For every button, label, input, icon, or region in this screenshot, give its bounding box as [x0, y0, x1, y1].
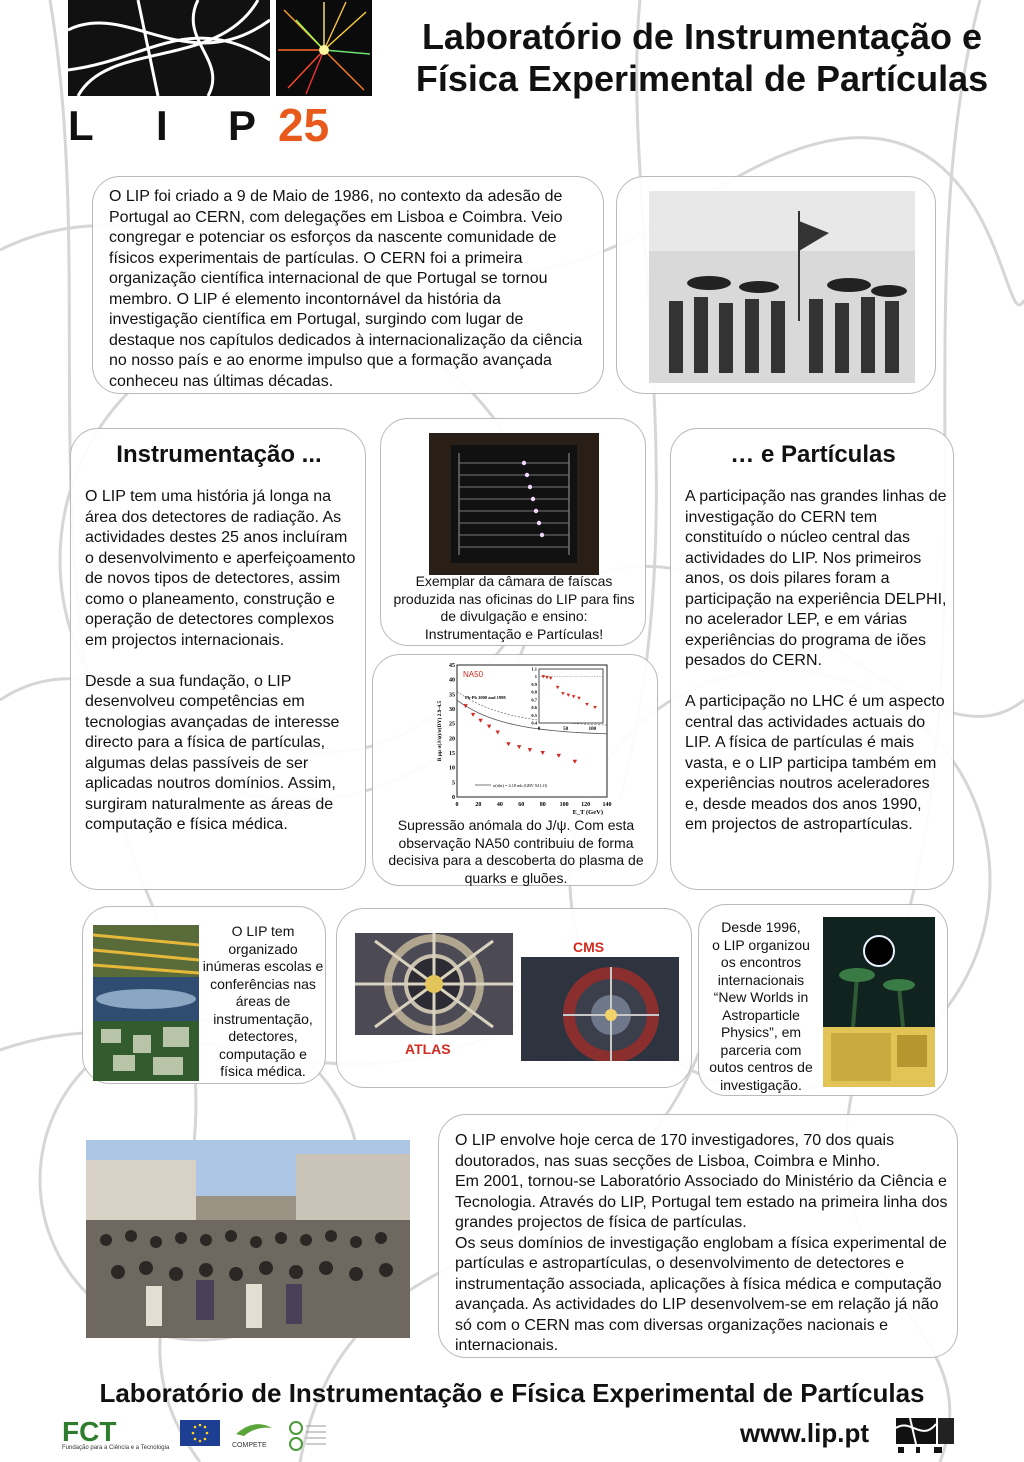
group-photo: [86, 1140, 410, 1338]
x-tick-label: 80: [539, 802, 546, 808]
na50-caption: Supressão anómala do J/ψ. Com esta observação NA50 contribuiu de forma decisiva para a descoberta do plasma de quarks e gluões.: [388, 817, 644, 886]
atlas-photo: [355, 933, 513, 1035]
x-tick-label: 100: [559, 802, 569, 808]
inset-y-tick-label: 1: [534, 674, 537, 680]
fct-logo-text: FCT: [62, 1416, 117, 1447]
inset-y-tick-label: 1.1: [531, 666, 537, 672]
atlas-label: ATLAS: [405, 1041, 451, 1057]
page-title-line2: Física Experimental de Partículas: [415, 58, 989, 99]
spark-chamber-photo: [429, 433, 599, 575]
cms-label: CMS: [573, 939, 605, 955]
schools-text: O LIP tem organizado inúmeras escolas e conferências nas áreas de instrumentação, detectores, computação e física médica.: [202, 923, 324, 1079]
chart-title: NA50: [463, 670, 484, 679]
lhc-box: [336, 908, 692, 1088]
inset-y-tick-label: 0.4: [531, 720, 537, 726]
inset-y-tick-label: 0.8: [531, 689, 537, 695]
schools-collage: [93, 925, 199, 1081]
chart-legend-label: Pb-Pb 2000 and 1998: [465, 695, 506, 700]
inset-x-tick-label: 50: [563, 727, 569, 732]
footer-url[interactable]: www.lip.pt: [740, 1418, 870, 1448]
y-tick-label: 5: [452, 780, 455, 787]
logo-letter-p: P: [228, 102, 257, 149]
logo-mosaic: [68, 0, 270, 96]
instrumentacao-text: O LIP tem uma história já longa na área dos detectores de radiação. As actividades destes 25 anos incluíram o desenvolvimento e aperfeiçoamento de novos tipos de detectores, assim como o planeamento, construção e operação de detectores complexos em projectos internacionais. Desde a sua fundação, o LIP desenvolveu competências em tecnologias avançadas de interesse directo para a física de partículas, algumas delas passíveis de ser aplicadas noutros domínios. Assim, surgiram naturalmente as áreas de computação e física médica.: [85, 488, 356, 833]
y-axis-label: B μμ σ(J/ψ)/σ(DY) 2.9-4.5: [437, 700, 443, 762]
y-tick-label: 40: [449, 677, 455, 684]
compete-logo: [232, 1420, 276, 1454]
cms-photo: [521, 957, 679, 1061]
y-tick-label: 0: [452, 795, 455, 801]
spark-chamber-caption: Exemplar da câmara de faíscas produzida nas oficinas do LIP para fins de divulgação e ensino: Instrumentação e Partículas!: [393, 573, 635, 642]
y-tick-label: 20: [449, 736, 455, 743]
schools-box: [82, 906, 326, 1084]
curve-legend-label: σ(abs) = 4.18 mb (GRV 94 LO): [493, 783, 548, 788]
logo-letter-l: L: [68, 102, 94, 149]
particulas-text: A participação nas grandes linhas de investigação do CERN tem constituído o núcleo central das actividades do LIP. Nos primeiros anos, os dois pilares foram a participação na experiência DELPHI, no acelerador LEP, e em várias experiências do programa de iões pesados do CERN. A participação no LHC é um aspecto central das actividades actuais do LIP. A física de partículas é mais vasta, e o LIP participa também em experiências noutros aceleradores e, desde meados dos anos 1990, em projectos de astropartículas.: [685, 488, 947, 833]
today-box: [438, 1114, 958, 1358]
inset-x-tick-label: 0: [537, 727, 541, 732]
page-title-line1: Laboratório de Instrumentação e: [421, 16, 983, 57]
inset-y-tick-label: 0.9: [531, 681, 537, 687]
x-tick-label: 140: [602, 802, 612, 808]
particulas-box: [670, 428, 954, 890]
y-tick-label: 25: [449, 721, 455, 728]
x-tick-label: 60: [518, 802, 525, 808]
instrumentacao-title: Instrumentação ...: [116, 441, 322, 468]
y-tick-label: 10: [449, 765, 455, 772]
inset-y-tick-label: 0.6: [531, 705, 537, 711]
y-tick-label: 45: [449, 663, 455, 669]
na50-chart: [435, 659, 615, 815]
spark-chamber-box: [380, 418, 646, 646]
lip25-logo: [68, 0, 378, 151]
x-tick-label: 0: [455, 802, 459, 808]
na50-box: [372, 654, 658, 886]
footer-lip-logo: [896, 1418, 954, 1454]
fct-logo: [62, 1416, 174, 1456]
newworlds-text: Desde 1996, o LIP organizou os encontros internacionais “New Worlds in Astroparticle Physics”, em parceria com outos centros de investigação.: [709, 919, 813, 1093]
particulas-title: … e Partículas: [730, 441, 896, 468]
x-tick-label: 20: [475, 802, 482, 808]
inset-plot-area: [539, 669, 603, 723]
logo-number: 25: [278, 99, 330, 151]
y-tick-label: 15: [449, 751, 455, 757]
intro-box: [92, 176, 604, 394]
historic-photo-box: [616, 176, 936, 394]
logo-letters: [68, 99, 378, 151]
intro-text: O LIP foi criado a 9 de Maio de 1986, no contexto da adesão de Portugal ao CERN, com delegações em Lisboa e Coimbra. Veio congregar e potenciar os esforços da nascente comunidade de físicos experimentais de partículas. O CERN foi a primeira organização científica internacional de que Portugal se tornou membro. O LIP é elemento incontornável da história da investigação científica em Portugal, surgindo com lugar de destaque nos capítulos dedicados à internacionalização da ciência no nosso país e ao enorme impulso que a formação avançada conheceu nas últimas décadas.: [109, 188, 583, 390]
inset-y-tick-label: 0.5: [531, 712, 537, 718]
x-tick-label: 120: [581, 802, 591, 808]
logo-letter-i: I: [156, 102, 168, 149]
historic-photo: [649, 191, 915, 383]
newworlds-poster: [823, 917, 935, 1087]
instrumentacao-box: [70, 428, 366, 890]
y-tick-label: 35: [449, 692, 455, 699]
x-axis-label: E_T (GeV): [572, 809, 603, 815]
compete-logo-text: COMPETE: [232, 1442, 267, 1449]
footer-title: Laboratório de Instrumentação e Física Experimental de Partículas: [99, 1378, 925, 1408]
y-tick-label: 30: [449, 707, 455, 713]
x-tick-label: 40: [496, 802, 503, 808]
inset-x-tick-label: 100: [588, 727, 597, 732]
qren-logo: [288, 1420, 328, 1456]
page-title: [380, 16, 1024, 100]
logo-event-display: [276, 0, 372, 96]
newworlds-box: [698, 904, 948, 1096]
inset-y-tick-label: 0.7: [531, 697, 537, 703]
fct-logo-subtext: Fundação para a Ciência e a Tecnologia: [62, 1445, 170, 1451]
eu-flag-logo: [180, 1420, 220, 1446]
today-text: O LIP envolve hoje cerca de 170 investigadores, 70 dos quais doutorados, nas suas secções de Lisboa, Coimbra e Minho. Em 2001, tornou-se Laboratório Associado do Ministério da Ciência e Tecnologia. Através do LIP, Portugal tem estado na primeira linha dos grandes projectos de física de partículas. Os seus domínios de investigação englobam a física experimental de partículas e astropartículas, o desenvolvimento de detectores e instrumentação associada, aplicações à física médica e computação avançada. As actividades do LIP desenvolvem-se em relação já não só com o CERN mas com diversas organizações nacionais e internacionais.: [455, 1132, 948, 1354]
